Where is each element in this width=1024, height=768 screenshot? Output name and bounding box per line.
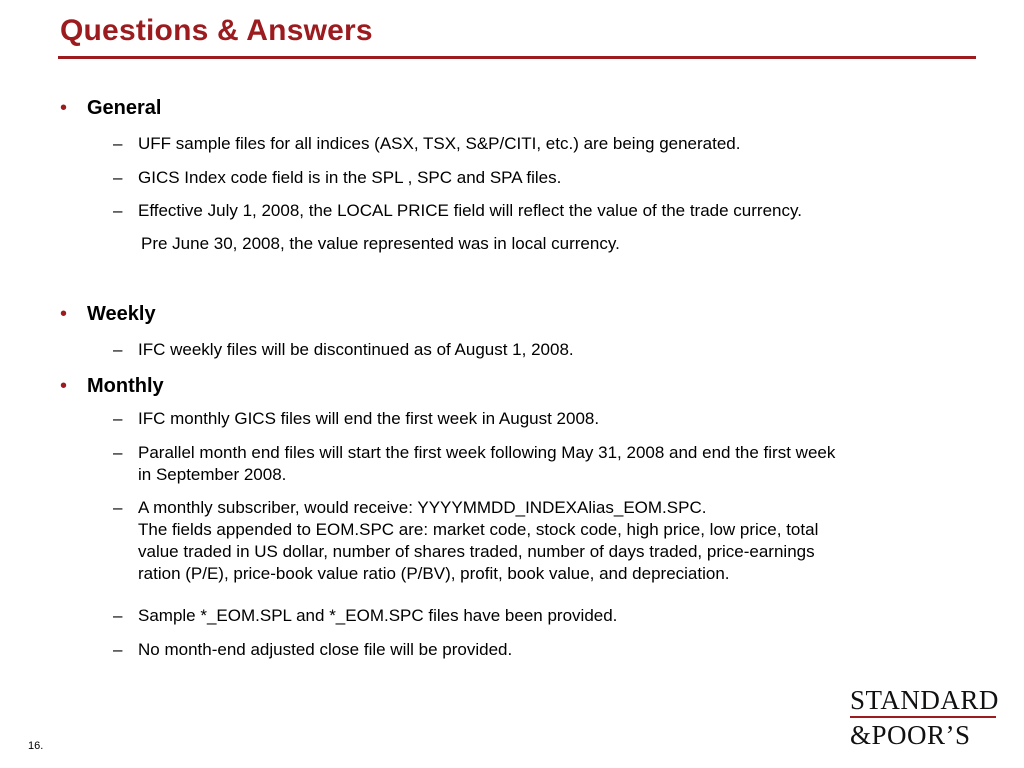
list-item bbox=[113, 442, 963, 486]
list-item bbox=[113, 639, 963, 661]
list-item bbox=[113, 133, 963, 155]
dash-icon: – bbox=[113, 409, 123, 428]
dash-icon: – bbox=[113, 340, 123, 359]
list-item bbox=[113, 200, 963, 222]
slide-title: Questions & Answers bbox=[60, 14, 373, 47]
logo-line2: &POOR’S bbox=[850, 720, 971, 750]
list-item-text: IFC monthly GICS files will end the first week in August 2008. bbox=[138, 409, 600, 428]
title-divider bbox=[58, 56, 976, 59]
list-item bbox=[113, 167, 963, 189]
list-item-text: No month-end adjusted close file will be provided. bbox=[138, 640, 513, 659]
list-item-text: Sample *_EOM.SPL and *_EOM.SPC files have been provided. bbox=[138, 606, 618, 625]
list-item-text: Parallel month end files will start the first week following May 31, 2008 and end the first week in September 2008. bbox=[138, 443, 836, 484]
bullet-icon: • bbox=[60, 303, 68, 325]
logo-divider bbox=[850, 716, 996, 718]
dash-icon: – bbox=[113, 606, 123, 625]
list-item-text: IFC weekly files will be discontinued as of August 1, 2008. bbox=[138, 340, 574, 359]
list-item-continuation: Pre June 30, 2008, the value represented was in local currency. bbox=[141, 234, 620, 253]
section-monthly-heading bbox=[60, 374, 164, 398]
section-heading-label: Weekly bbox=[87, 303, 156, 325]
bullet-icon: • bbox=[60, 97, 68, 119]
section-heading-label: General bbox=[87, 97, 162, 119]
list-item-text: UFF sample files for all indices (ASX, TSX, S&P/CITI, etc.) are being generated. bbox=[138, 134, 741, 153]
dash-icon: – bbox=[113, 443, 123, 462]
dash-icon: – bbox=[113, 201, 123, 220]
list-item bbox=[113, 497, 963, 585]
section-heading-label: Monthly bbox=[87, 375, 164, 397]
dash-icon: – bbox=[113, 168, 123, 187]
dash-icon: – bbox=[113, 134, 123, 153]
standard-poors-logo bbox=[850, 686, 1000, 749]
dash-icon: – bbox=[113, 498, 123, 517]
list-item bbox=[113, 339, 963, 361]
list-item-text: GICS Index code field is in the SPL , SPC and SPA files. bbox=[138, 168, 562, 187]
bullet-icon: • bbox=[60, 375, 68, 397]
list-item bbox=[113, 605, 963, 627]
section-weekly-heading bbox=[60, 302, 156, 326]
logo-line1: STANDARD bbox=[850, 685, 999, 715]
section-general-heading bbox=[60, 96, 161, 120]
list-item bbox=[113, 408, 963, 430]
page-number: 16. bbox=[28, 740, 44, 752]
list-item-text: A monthly subscriber, would receive: YYYYMMDD_INDEXAlias_EOM.SPC. The fields appended to EOM.SPC are: market code, stock code, high price, low price, total value traded in US dollar, number of shares traded, number of days traded, price-earnings ration (P/E), price-book value ratio (P/BV), profit, book value, and depreciation. bbox=[138, 498, 819, 583]
dash-icon: – bbox=[113, 640, 123, 659]
list-item-text: Effective July 1, 2008, the LOCAL PRICE field will reflect the value of the trade currency. bbox=[138, 201, 802, 220]
